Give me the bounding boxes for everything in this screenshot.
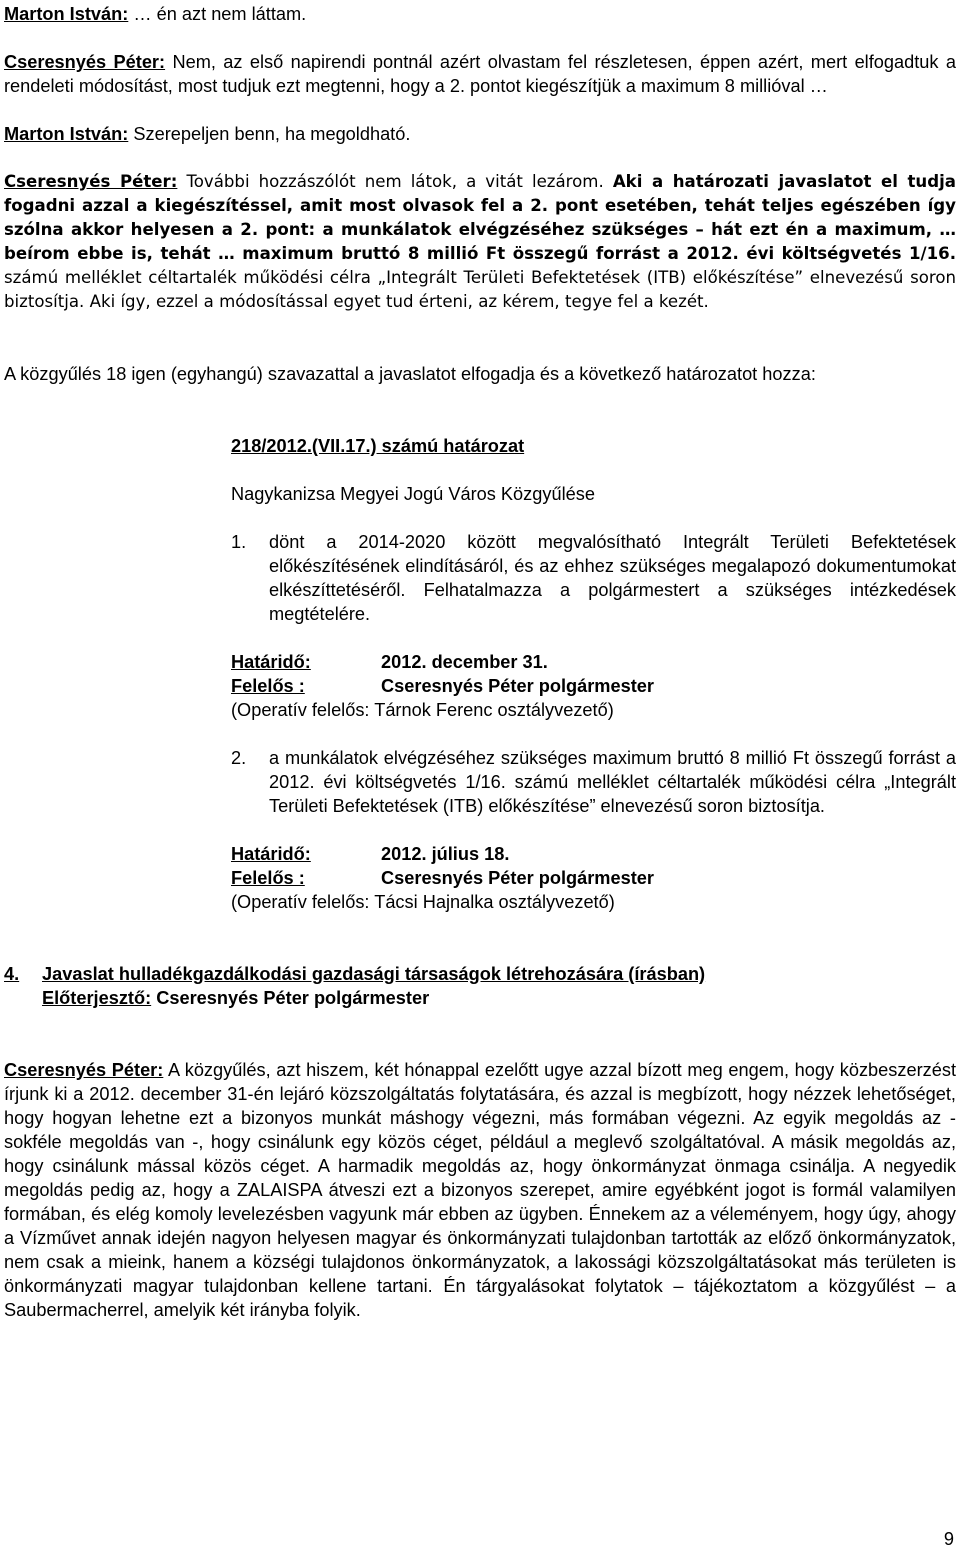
resolution-item-1 <box>231 530 956 626</box>
agenda-heading <box>4 962 956 986</box>
speaker-name: Marton István: <box>4 124 129 144</box>
responsible-label: Felelős : <box>231 676 305 696</box>
deadline-row <box>231 842 956 866</box>
resolution-body: Nagykanizsa Megyei Jogú Város Közgyűlése <box>231 484 595 504</box>
deadline-label: Határidő: <box>231 844 311 864</box>
deadline-row <box>231 650 956 674</box>
vote-result: A közgyűlés 18 igen (egyhangú) szavazattal a javaslatot elfogadja és a következő határozatot hozza: <box>4 364 816 384</box>
item-number: 2. <box>231 748 247 768</box>
paragraph-marton-1 <box>4 2 956 26</box>
agenda-item <box>4 962 956 1010</box>
presenter-label: Előterjesztő: <box>42 988 152 1008</box>
responsible-value: Cseresnyés Péter polgármester <box>381 676 654 696</box>
speaker-name: Cseresnyés Péter: <box>4 52 166 72</box>
responsible-row <box>231 866 956 890</box>
paragraph-text: számú melléklet céltartalék működési célra „Integrált Területi Befektetések (ITB) előkészítése” elnevezésű soron biztosítja. Aki így, ezzel a módosítással egyet tud érteni, az kérem, tegye fel a kezét. <box>4 268 956 311</box>
presenter-name: Cseresnyés Péter polgármester <box>151 988 430 1008</box>
paragraph-text: Szerepeljen benn, ha megoldható. <box>128 124 411 144</box>
deadline-label: Határidő: <box>231 652 311 672</box>
operative-responsible: (Operatív felelős: Tárnok Ferenc osztályvezető) <box>231 700 614 720</box>
paragraph-marton-2 <box>4 122 956 146</box>
item-number: 1. <box>231 532 247 552</box>
paragraph-text: Nem, az első napirendi pontnál azért olvastam fel részletesen, éppen azért, mert elfogadtuk a rendeleti módosítást, most tudjuk ezt megtenni, hogy a 2. pontot kiegészítjük a maximum 8 millióval … <box>4 52 957 96</box>
paragraph-text: … én azt nem láttam. <box>128 4 307 24</box>
paragraph-cseresnyes-2 <box>4 170 956 314</box>
resolution <box>231 434 956 914</box>
responsible-value: Cseresnyés Péter polgármester <box>381 868 654 888</box>
paragraph-text: A közgyűlés, azt hiszem, két hónappal ezelőtt ugye azzal bízott meg engem, hogy közbeszerzést írjunk ki a 2012. december 31-én lejáró közszolgáltatás folytatására, és azzal is megbízott, hogy nézzek lehetőséget, hogy hogyan lehetne ezt a bizonyos munkát máshogy végezni, más formában végezni. Az egyik megoldás az - sokféle megoldás van -, hogy csinálunk egy közös céget, például a meglevő szolgáltatóval. A másik megoldás az, hogy csinálunk mással közös céget. A harmadik megoldás az, hogy önkormányzat önmaga csinálja. A negyedik megoldás pedig az, hogy a ZALAISPA átveszi ezt a bizonyos szerepet, amire egyébként jogot is formál valamilyen formában, és elég komoly levelezésben vagyunk már ebben az ügyben. Énnekem az a véleményem, hogy úgy, ahogy a Vízművet annak idején nagyon helyesen magyar és önkormányzati tulajdonban tartották az előző önkormányzatok, nem csak a mieink, hanem a községi tulajdonos önkormányzatok, a lakossági közszolgáltatásokat más területen is önkormányzati magyar tulajdonban kellene tartani. Én tárgyalásokat folytatok – tájékoztatom a közgyűlést – a Saubermacherrel, amelyik két irányba folyik. <box>4 1060 957 1320</box>
responsible-label: Felelős : <box>231 868 305 888</box>
paragraph-text: További hozzászólót nem látok, a vitát lezárom. <box>177 172 613 191</box>
paragraph-cseresnyes-speech <box>4 1058 956 1322</box>
item-text: dönt a 2014-2020 között megvalósítható Integrált Területi Befektetések előkészítésének elindításáról, és az ehhez szükséges megalapozó dokumentumokat elkészíttetéséről. Felhatalmazza a polgármestert a szükséges intézkedések megtételére. <box>269 532 956 624</box>
item-text: a munkálatok elvégzéséhez szükséges maximum bruttó 8 millió Ft összegű forrást a 2012. évi költségvetés 1/16. számú melléklet céltartalék működési célra „Integrált Területi Befektetések (ITB) előkészítése” elnevezésű soron biztosítja. <box>269 748 956 816</box>
agenda-presenter <box>4 986 956 1010</box>
resolution-title: 218/2012.(VII.17.) számú határozat <box>231 436 525 456</box>
speaker-name: Cseresnyés Péter: <box>4 172 178 191</box>
operative-responsible: (Operatív felelős: Tácsi Hajnalka osztályvezető) <box>231 892 615 912</box>
responsible-row <box>231 674 956 698</box>
deadline-value: 2012. július 18. <box>381 844 510 864</box>
document-page <box>4 2 956 1322</box>
agenda-number: 4. <box>4 964 20 984</box>
speaker-name: Marton István: <box>4 4 129 24</box>
paragraph-cseresnyes-1 <box>4 50 956 98</box>
speaker-name: Cseresnyés Péter: <box>4 1060 164 1080</box>
agenda-title: Javaslat hulladékgazdálkodási gazdasági társaságok létrehozására (írásban) <box>42 964 706 984</box>
resolution-item-2 <box>231 746 956 818</box>
page-number: 9 <box>943 1529 954 1549</box>
paragraph-text-bold: Aki a határozati javaslatot el tudja fogadni azzal a kiegészítéssel, amit most olvasok fel a 2. pont esetében, tehát teljes egészében így szólna akkor helyesen a 2. pont: a munkálatok elvégzéséhez szükséges – hát ezt én a maximum, … beírom ebbe is, tehát … maximum bruttó 8 millió Ft összegű forrást a 2012. évi költségvetés 1/16. <box>4 172 956 263</box>
deadline-value: 2012. december 31. <box>381 652 548 672</box>
